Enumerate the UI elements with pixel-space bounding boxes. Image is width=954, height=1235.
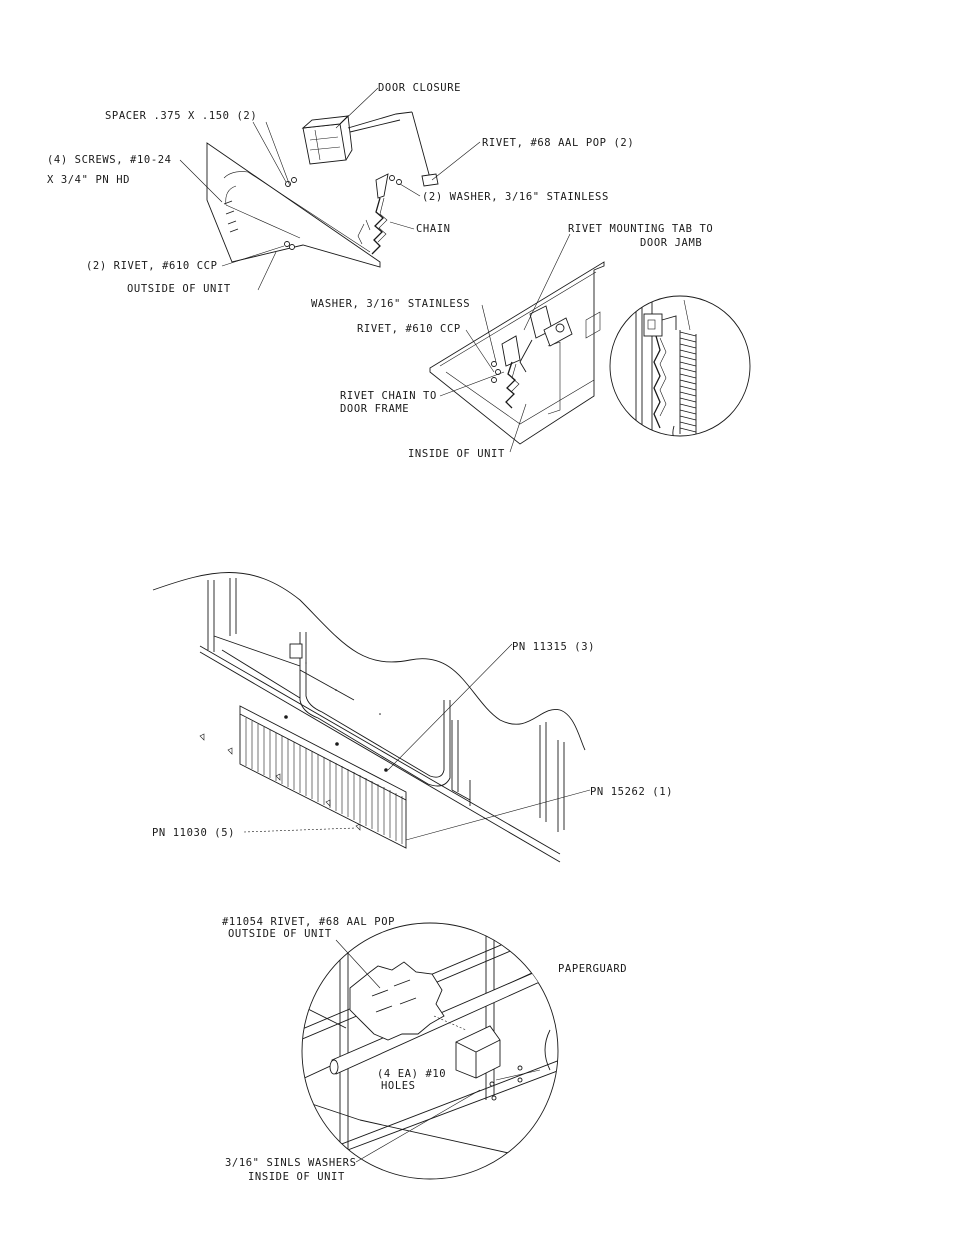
label-outside-unit: OUTSIDE OF UNIT: [127, 283, 231, 295]
paperguard-panel-assembly: [153, 573, 585, 863]
middle-leader-lines: [244, 644, 590, 840]
outside-unit-assembly: [207, 112, 438, 267]
door-closure-icon: [303, 112, 438, 186]
label-rivet-tab-line1: RIVET MOUNTING TAB TO: [568, 223, 714, 235]
label-rivet-610-2: (2) RIVET, #610 CCP: [86, 260, 218, 272]
label-rivet-chain-line1: RIVET CHAIN TO: [340, 390, 437, 402]
label-inside-unit: INSIDE OF UNIT: [408, 448, 505, 460]
label-spacer: SPACER .375 X .150 (2): [105, 110, 258, 122]
label-rivet-68-pop: RIVET, #68 AAL POP (2): [482, 137, 635, 149]
label-rivet-tab-line2: DOOR JAMB: [640, 237, 703, 249]
label-rivet-610: RIVET, #610 CCP: [357, 323, 461, 335]
inside-chain-icon: [502, 336, 520, 408]
label-washers-line2: INSIDE OF UNIT: [248, 1171, 345, 1183]
paperguard-detail-circle: [300, 920, 560, 1180]
label-rivet-chain-line2: DOOR FRAME: [340, 403, 410, 415]
label-chain: CHAIN: [416, 223, 451, 235]
label-washer-stainless-2: (2) WASHER, 3/16" STAINLESS: [422, 191, 609, 203]
label-paperguard: PAPERGUARD: [558, 963, 628, 975]
screw-icon: [224, 201, 238, 232]
mounting-tab-icon: [520, 306, 572, 372]
chain-detail-circle: [610, 290, 750, 450]
label-rivet-11054-line1: #11054 RIVET, #68 AAL POP: [222, 916, 396, 928]
label-holes-line2: HOLES: [381, 1080, 416, 1092]
chain-icon: [358, 174, 388, 254]
label-screws-line1: (4) SCREWS, #10-24: [47, 154, 172, 166]
label-pn-11030: PN 11030 (5): [152, 827, 236, 839]
brush-bristles: [246, 718, 402, 844]
label-pn-11315: PN 11315 (3): [512, 641, 596, 653]
label-washer-stainless: WASHER, 3/16" STAINLESS: [311, 298, 471, 310]
label-door-closure: DOOR CLOSURE: [378, 82, 462, 94]
spring-icon: [673, 330, 696, 440]
label-pn-15262: PN 15262 (1): [590, 786, 674, 798]
label-washers-line1: 3/16" SINLS WASHERS: [225, 1157, 357, 1169]
inside-unit-assembly: [430, 262, 604, 444]
label-screws-line2: X 3/4" PN HD: [47, 174, 131, 186]
label-holes-line1: (4 EA) #10: [377, 1068, 447, 1080]
brush-strip-icon: [240, 706, 406, 848]
label-rivet-11054-line2: OUTSIDE OF UNIT: [228, 928, 332, 940]
